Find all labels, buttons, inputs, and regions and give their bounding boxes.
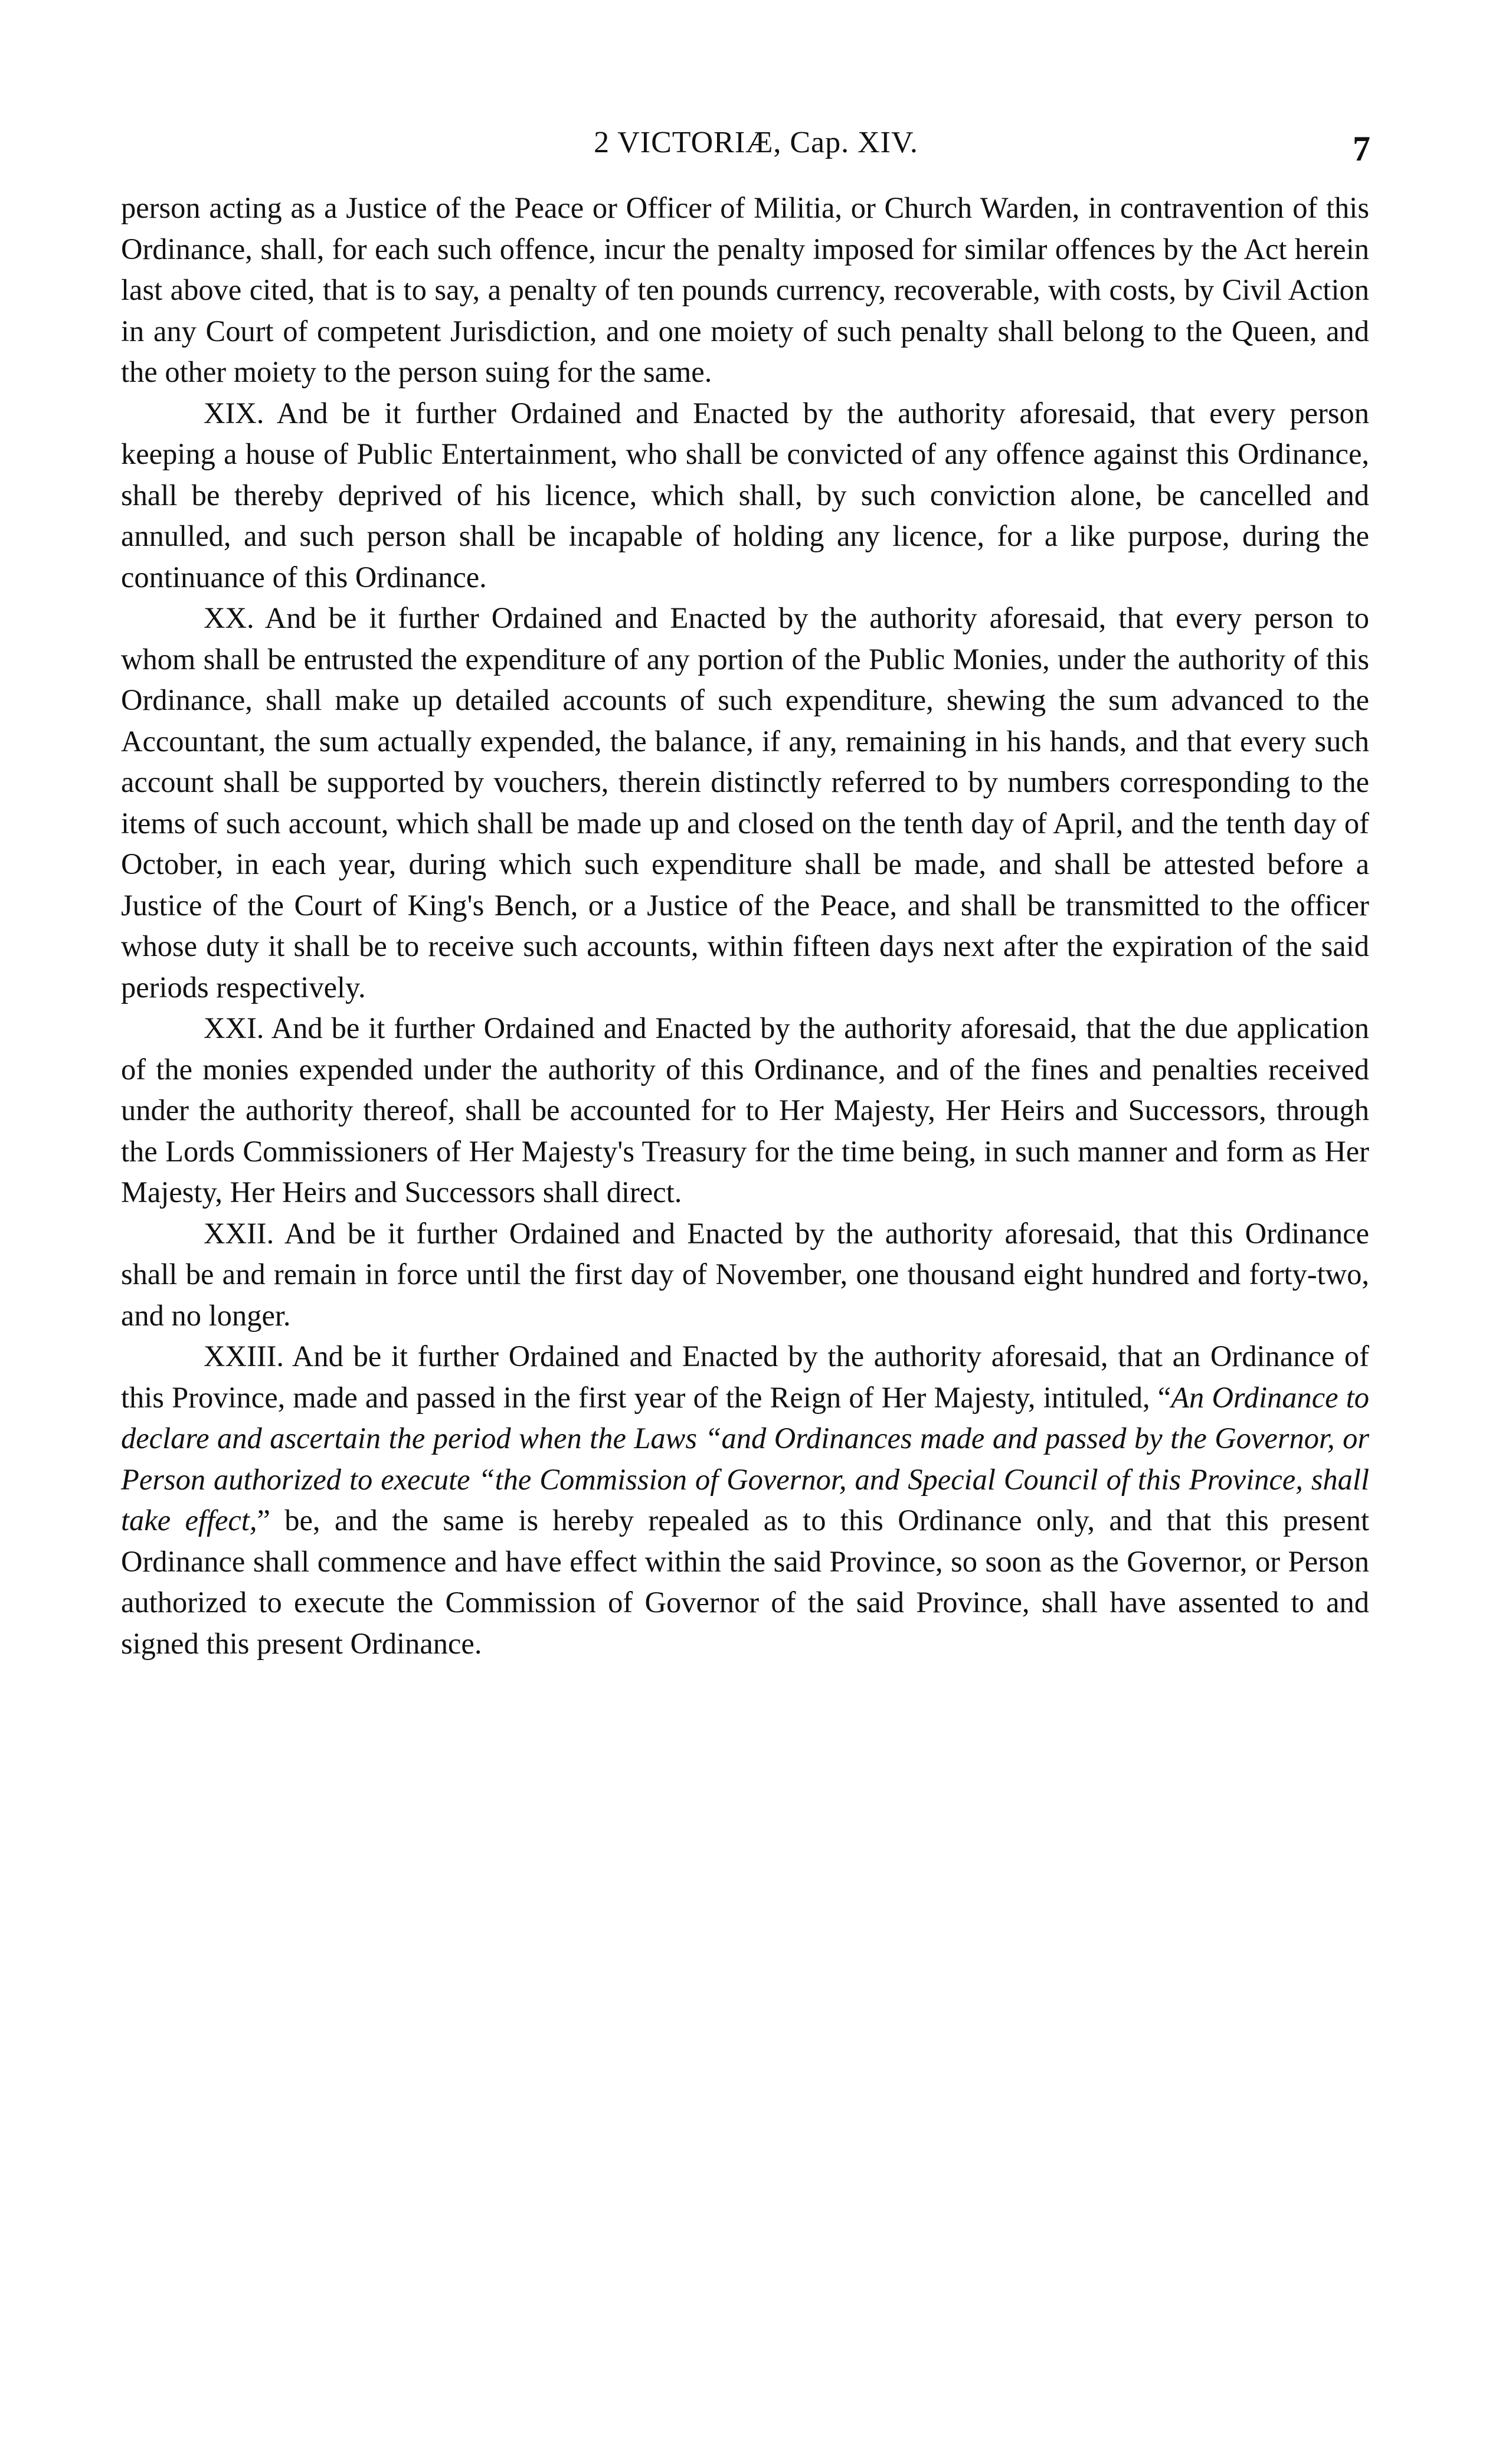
section-number: XX.	[204, 601, 254, 634]
paragraph-text: And be it further Ordained and Enacted by the authority aforesaid, that every person keeping a house of Public Entertainment, who shall be convicted of any offence against this Ordinance, shall be thereby deprived of his licence, which shall, by such conviction alone, be cancelled and annulled, and such person shall be incapable of holding any licence, for a like purpose, during the continuance of this Ordinance.	[121, 396, 1369, 594]
paragraph-text: ” be, and the same is hereby repealed as to this Ordinance only, and that this present Ordinance shall commence and have effect within the said Province, so soon as the Governor, or Person authorized to execute the Commission of Governor of the said Province, shall have assented to and signed this present Ordinance.	[121, 1504, 1369, 1660]
paragraph-text: And be it further Ordained and Enacted by the authority aforesaid, that an Ordinance of this Province, made and passed in the first year of the Reign of Her Majesty, intituled, “	[121, 1340, 1369, 1414]
section-xx	[121, 598, 1369, 1008]
section-number: XXIII.	[204, 1340, 284, 1373]
section-number: XXII.	[204, 1216, 274, 1250]
paragraph-text: person acting as a Justice of the Peace or Officer of Militia, or Church Warden, in contravention of this Ordinance, shall, for each such offence, incur the penalty imposed for similar offences by the Act herein last above cited, that is to say, a penalty of ten pounds currency, recoverable, with costs, by Civil Action in any Court of competent Jurisdiction, and one moiety of such penalty shall belong to the Queen, and the other moiety to the person suing for the same.	[121, 191, 1369, 388]
section-number: XXI.	[204, 1011, 264, 1045]
paragraph-text: And be it further Ordained and Enacted by the authority aforesaid, that this Ordinance shall be and remain in force until the first day of November, one thousand eight hundred and forty-two, and no longer.	[121, 1216, 1369, 1332]
section-number: XIX.	[204, 396, 264, 430]
section-xxii	[121, 1213, 1369, 1337]
running-head: 2 VICTORIÆ, Cap. XIV.	[594, 126, 918, 159]
section-xxiii	[121, 1336, 1369, 1664]
quoted-ordinance-title: An Ordinance to declare and ascertain the period when the Laws “and Ordinances made and passed by the Governor, or Person authorized to execute “the Commission of Governor, and Special Council of this Province, shall take effect,	[121, 1380, 1369, 1537]
paragraph-text: And be it further Ordained and Enacted by the authority aforesaid, that every person to whom shall be entrusted the expenditure of any portion of the Public Monies, under the authority of this Ordinance, shall make up detailed accounts of such expenditure, shewing the sum advanced to the Accountant, the sum actually expended, the balance, if any, remaining in his hands, and that every such account shall be supported by vouchers, therein distinctly referred to by numbers corresponding to the items of such account, which shall be made up and closed on the tenth day of April, and the tenth day of October, in each year, during which such expenditure shall be made, and shall be attested before a Justice of the Court of King's Bench, or a Justice of the Peace, and shall be transmitted to the officer whose duty it shall be to receive such accounts, within fifteen days next after the expiration of the said periods respectively.	[121, 601, 1369, 1004]
section-xxi	[121, 1008, 1369, 1213]
ordinance-body	[121, 188, 1369, 1664]
paragraph-continuation	[121, 188, 1369, 393]
page-number: 7	[1353, 129, 1370, 168]
paragraph-text: And be it further Ordained and Enacted by the authority aforesaid, that the due application of the monies expended under the authority of this Ordinance, and of the fines and penalties received under the authority thereof, shall be accounted for to Her Majesty, Her Heirs and Successors, through the Lords Commissioners of Her Majesty's Treasury for the time being, in such manner and form as Her Majesty, Her Heirs and Successors shall direct.	[121, 1011, 1369, 1209]
section-xix	[121, 393, 1369, 598]
